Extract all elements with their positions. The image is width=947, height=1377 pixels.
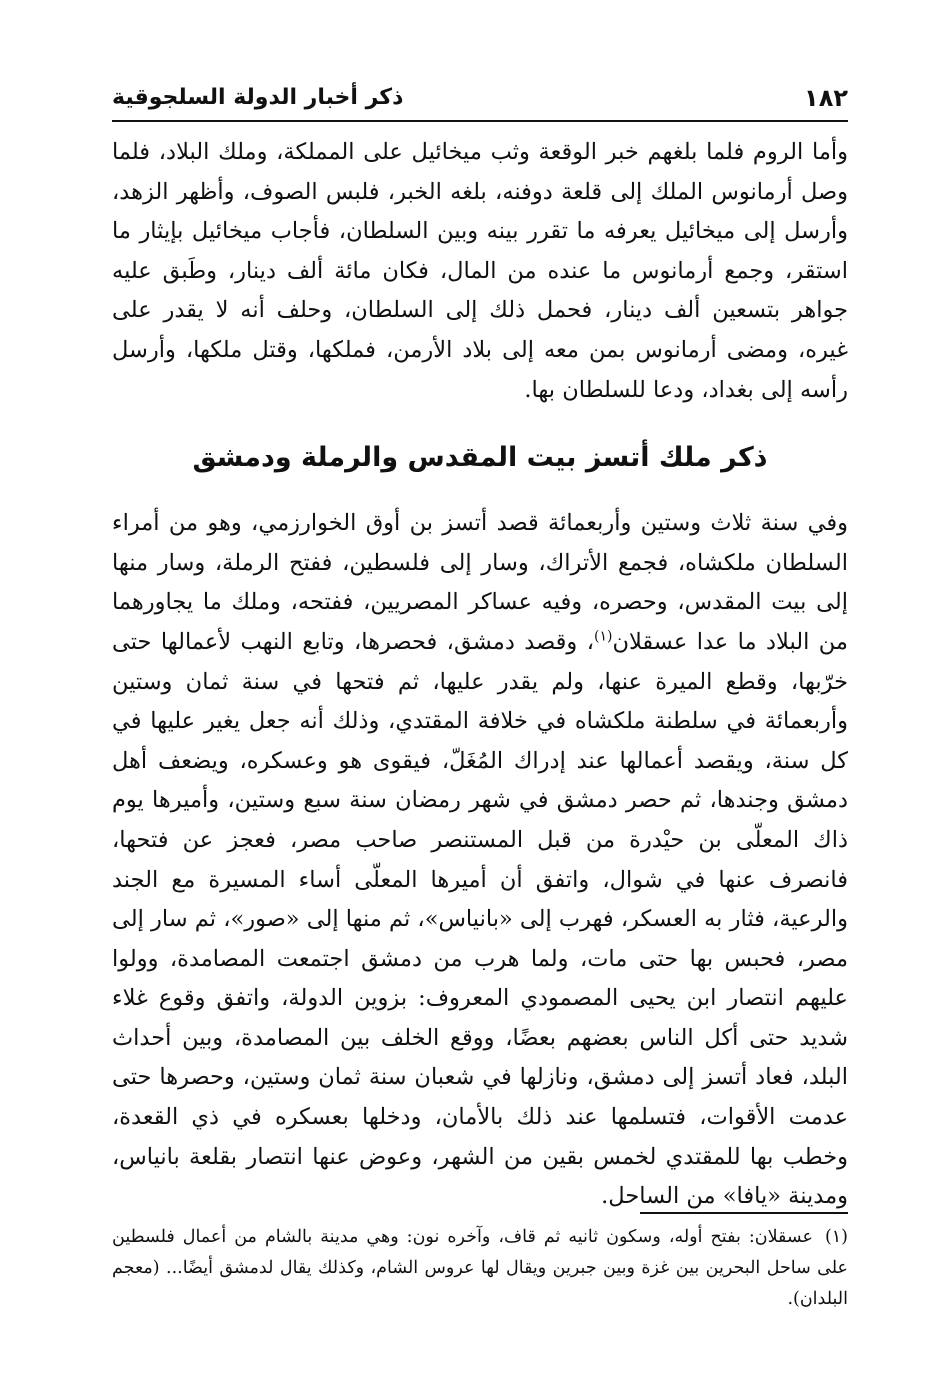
section-heading: ذكر ملك أتسز بيت المقدس والرملة ودمشق <box>192 442 768 474</box>
footnote-separator <box>640 1212 848 1214</box>
running-title: ذكر أخبار الدولة السلجوقية <box>112 85 404 110</box>
paragraph-1: وأما الروم فلما بلغهم خبر الوقعة وثب ميخائيل على المملكة، وملك البلاد، فلما وصل أرمانوس الملك إلى قلعة دوفنه، بلغه الخبر، فلبس الصوف، وأظهر الزهد، وأرسل إلى ميخائيل يعرفه ما تقرر بينه وبين السلطان، فأجاب ميخائيل بإيثار ما استقر، وجمع أرمانوس ما عنده من المال، فكان مائة ألف دينار، وطَبق عليه جواهر بتسعين ألف دينار، فحمل ذلك إلى السلطان، وحلف أنه لا يقدر على غيره، ومضى أرمانوس بمن معه إلى بلاد الأرمن، فملكها، وقتل ملكها، وأرسل رأسه إلى بغداد، ودعا للسلطان بها. <box>112 139 848 403</box>
paragraph-2-part-b: ، وقصد دمشق، فحصرها، وتابع النهب لأعمالها حتى خرّبها، وقطع الميرة عنها، ولم يقدر عليها، ثم فتحها في سنة ثمان وستين وأربعمائة في سلطنة ملكشاه في خلافة المقتدي، وذلك أنه جعل يغير عليها في كل سنة، ويقصد أعمالها عند إدراك المُغَلّ، فيقوى هو وعسكره، ويضعف أهل دمشق وجندها، ثم حصر دمشق في شهر رمضان سنة سبع وستين، وأميرها يوم ذاك المعلّى بن حيْدرة من قبل المستنصر صاحب مصر، فعجز عن فتحها، فانصرف عنها في شوال، واتفق أن أميرها المعلّى أساء المسيرة مع الجند والرعية، فثار به العسكر، فهرب إلى «بانياس»، ثم منها إلى «صور»، ثم سار إلى مصر، فحبس بها حتى مات، ولما هرب من دمشق اجتمعت المصامدة، وولوا عليهم انتصار ابن يحيى المصمودي المعروف: بزوين الدولة، واتفق وقوع غلاء شديد حتى أكل الناس بعضهم بعضًا، ووقع الخلف بين المصامدة، وبين أحداث البلد، فعاد أتسز إلى دمشق، ونازلها في شعبان سنة ثمان وستين، وحصرها حتى عدمت الأقوات، فتسلمها عند ذلك بالأمان، ودخلها بعسكره في ذي القعدة، وخطب بها للمقتدي لخمس بقين من الشهر، وعوض عنها انتصار بقلعة بانياس، ومدينة «يافا» من الساحل. <box>112 628 848 1210</box>
footnote-text: عسقلان: بفتح أوله، وسكون ثانيه ثم قاف، وآخره نون: وهي مدينة بالشام من أعمال فلسطين على ساحل البحرين بين غزة وبين جبرين ويقال لها عروس الشام، وكذلك يقال لدمشق أيضًا... (معجم البلدان). <box>112 1227 848 1309</box>
paragraph-2-part-a: وفي سنة ثلاث وستين وأربعمائة قصد أتسز بن أوق الخوارزمي، وهو من أمراء السلطان ملكشاه، فجمع الأتراك، وسار إلى فلسطين، ففتح الرملة، وسار منها إلى بيت المقدس، وحصره، وفيه عساكر المصريين، ففتحه، وملك ما يجاورهما من البلاد ما عدا عسقلان <box>112 510 848 655</box>
footnotes <box>112 1222 848 1315</box>
footnote <box>112 1222 848 1315</box>
footnote-reference[interactable]: (١) <box>593 628 613 645</box>
page-number: ١٨٢ <box>804 84 848 112</box>
main-text <box>112 133 848 1217</box>
paragraph-2 <box>112 504 848 1217</box>
footnote-label: (١) <box>824 1227 848 1247</box>
running-header <box>112 78 848 122</box>
